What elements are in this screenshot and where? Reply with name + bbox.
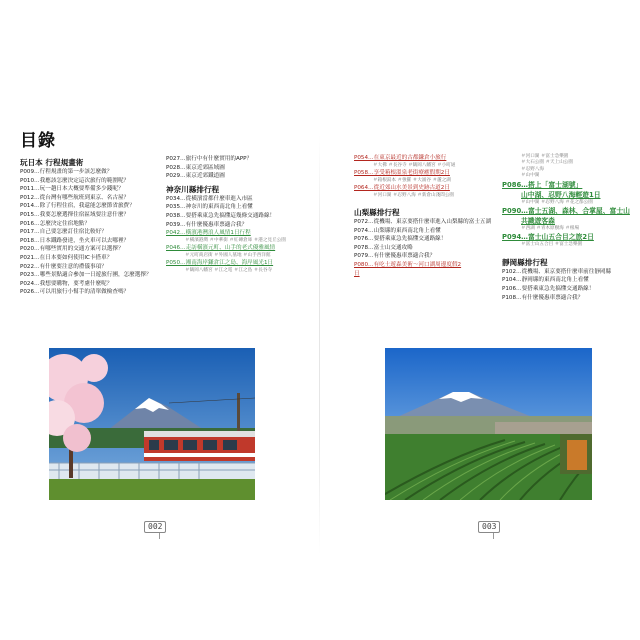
page-gutter xyxy=(319,135,320,555)
section-heading: 玩日本 行程規畫術 xyxy=(20,158,84,167)
photo-fuji-tea-image xyxy=(385,348,592,500)
entry-tags: ＃箱根湯本 ＃強羅 ＃大涌谷 ＃蘆之湖 xyxy=(373,177,451,183)
page-number-tick xyxy=(159,533,160,539)
toc-itinerary-entry[interactable]: P046…走訪橫濱元町、山手的老式優雅風情 xyxy=(166,245,276,252)
entry-tags: ＃大石公園 ＃天上山公園 xyxy=(521,160,573,166)
toc-entry[interactable]: P022…有什麼要注意的禮儀事項？ xyxy=(20,263,107,270)
toc-entry[interactable]: P035…神奈川的東西南北角上看懂 xyxy=(166,204,253,211)
section-heading: 靜岡縣排行程 xyxy=(502,257,548,267)
toc-entry[interactable]: P020…有哪些實用的交通方案可以選擇？ xyxy=(20,246,124,253)
toc-entry[interactable]: P108…有什麼優惠車票適合我？ xyxy=(502,294,584,301)
page-number-tick xyxy=(493,533,494,539)
toc-entry[interactable]: P078…富士山交通攻略 xyxy=(354,244,413,251)
toc-entry[interactable]: P016…怎麼決定住宿地點？ xyxy=(20,220,90,227)
toc-entry[interactable]: P021…在日本要如何使用IC卡搭車？ xyxy=(20,254,113,261)
toc-itinerary-entry[interactable]: P094…富士山五合目之旅2日 xyxy=(502,233,594,242)
entry-tags: ＃山中湖 ＃忍野八海 ＃花之都公園 xyxy=(521,199,593,205)
toc-entry[interactable]: P028…東京近郊區域圖 xyxy=(166,164,225,171)
entry-tags: ＃河口湖 ＃富士急樂園 xyxy=(521,154,569,159)
toc-itinerary-entry[interactable]: P058…享受箱根溫泉老街療癒假期2日 xyxy=(354,170,450,176)
photo-fuji-train-image xyxy=(49,348,255,500)
toc-itinerary-entry[interactable]: P064…從近郊山水美景到史跡古道2日 xyxy=(354,185,450,191)
entry-tags: ＃橫濱港灣 ＃中華街 ＃紅磚倉庫 ＃港之見丘公園 xyxy=(185,237,286,243)
entry-tags: ＃元町商店街 ＃外國人墓地 ＃山手西洋館 xyxy=(185,252,271,258)
toc-itinerary-entry[interactable]: P042…橫濱港灣浪人風情1日行程 xyxy=(166,230,251,237)
toc-itinerary-entry[interactable]: 共識遊客森 xyxy=(521,217,555,226)
toc-entry[interactable]: P011…玩一趟日本大概要準備多少錢呢？ xyxy=(20,186,124,193)
toc-entry[interactable]: P072…從機場、東京要搭什麼車進入山梨縣的富士五湖 xyxy=(354,219,492,225)
page-number-left: 002 xyxy=(144,521,166,533)
toc-entry[interactable]: P026…可以用旅行小幫手的清單做檢查嗎？ xyxy=(20,289,130,296)
entry-tags: ＃河口湖 ＃忍野八海 ＃新倉山淺間公園 xyxy=(373,192,455,198)
page-number-right: 003 xyxy=(478,521,500,533)
photo-fuji-train xyxy=(49,348,255,500)
toc-entry[interactable]: P024…我想要購物，要考慮什麼呢？ xyxy=(20,280,113,287)
toc-column-2 xyxy=(166,155,286,274)
section-heading: 山梨縣排行程 xyxy=(354,208,400,217)
toc-entry[interactable]: P018…日本鐵路發達，坐火車可以去哪裡？ xyxy=(20,237,130,244)
toc-entry[interactable]: P038…要搭乘東急先搞懂這幾條交通路線！ xyxy=(166,212,276,219)
toc-entry[interactable]: P010…我應該怎麼決定這次旅行的範圍呢？ xyxy=(20,177,130,184)
toc-entry[interactable]: P102…從機場、東京要搭什麼車前往靜岡縣 xyxy=(502,268,612,275)
entry-tags: ＃忍野八海 xyxy=(521,166,544,172)
toc-entry[interactable]: P009…行程規畫的第一步該怎麼做？ xyxy=(20,169,113,175)
toc-itinerary-entry[interactable]: P050…湘南海岸鎌倉江之島、海岸風光1日 xyxy=(166,260,274,267)
entry-tags: ＃大佛 ＃長谷寺 ＃鶴岡八幡宮 ＃小町通 xyxy=(373,162,456,168)
toc-itinerary-entry[interactable]: P054…在東京最近的古都鎌倉小旅行 xyxy=(354,155,447,161)
toc-title: 目錄 xyxy=(20,131,56,151)
entry-tags: ＃山中湖 xyxy=(521,173,540,179)
toc-entry[interactable]: P029…東京近郊鐵道圖 xyxy=(166,173,225,180)
photo-fuji-tea xyxy=(385,348,592,500)
toc-itinerary-entry[interactable]: P080…有吃士遊森美術～河口湖周邊度假2日 xyxy=(354,261,462,277)
toc-entry[interactable]: P106…要搭乘東急先搞懂交通路線！ xyxy=(502,286,595,293)
toc-itinerary-entry[interactable]: P090…富士五湖、森林、合掌屋、富士山 xyxy=(502,207,630,216)
toc-entry[interactable]: P039…有什麼優惠車票適合我？ xyxy=(166,221,248,228)
toc-column-3 xyxy=(354,154,491,278)
entry-tags: ＃富士山五合目 ＃富士急樂園 xyxy=(521,242,583,248)
toc-entry[interactable]: P017…自己要怎麼訂住宿比較好？ xyxy=(20,229,107,236)
toc-entry[interactable]: P076…要搭乘東急先搞懂交通路線！ xyxy=(354,236,447,243)
toc-entry[interactable]: P023…哪些景點適合參加一日遊旅行團，怎麼選擇？ xyxy=(20,272,152,279)
toc-entry[interactable]: P012…從台灣有哪些航班到東京、名古屋？ xyxy=(20,194,130,201)
toc-column-4 xyxy=(502,154,630,302)
toc-entry[interactable]: P014…除了行程住宿，我還能怎麼節省旅費？ xyxy=(20,203,135,210)
entry-tags: ＃鶴岡八幡宮 ＃江之電 ＃江之島 ＃長谷寺 xyxy=(185,267,273,273)
toc-entry[interactable]: P079…有什麼優惠車票適合我？ xyxy=(354,253,436,260)
toc-entry[interactable]: P027…旅行中有什麼實用的APP？ xyxy=(166,156,253,162)
entry-tags: ＃西湖 ＃青木原樹海 ＃根場 xyxy=(521,226,580,232)
toc-entry[interactable]: P015…我要怎麼選擇住宿區域要注意什麼？ xyxy=(20,211,130,218)
toc-column-1 xyxy=(20,154,152,297)
toc-entry[interactable]: P034…從橫濱當都什麼車進入市區 xyxy=(166,195,253,202)
toc-itinerary-entry[interactable]: 山中湖、忍野八海輕遊1日 xyxy=(521,190,601,199)
section-heading: 神奈川縣排行程 xyxy=(166,184,220,194)
toc-itinerary-entry[interactable]: P086…搭上「富士湖號」 xyxy=(502,180,583,189)
toc-entry[interactable]: P104…靜岡縣的東西南北角上看懂 xyxy=(502,277,589,284)
toc-entry[interactable]: P074…山梨縣的東西南北角上看懂 xyxy=(354,227,441,234)
